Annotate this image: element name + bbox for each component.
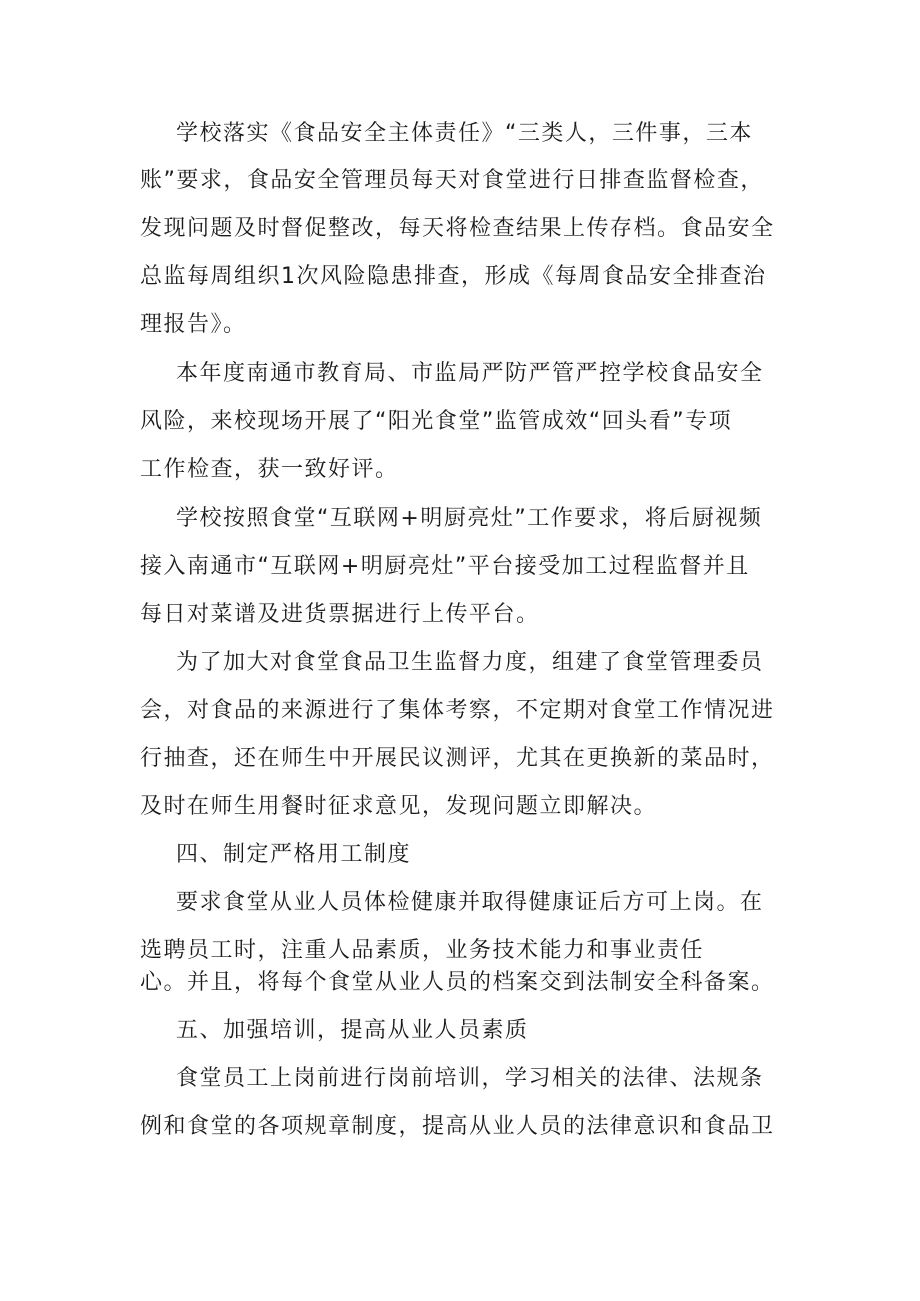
section-heading-5: 五、加强培训，提高从业人员素质 <box>176 1018 529 1043</box>
paragraph-5-line-2: 选聘员工时，注重人品素质，业务技术能力和事业责任 <box>140 938 705 963</box>
paragraph-4-line-3: 行抽查，还在师生中开展民议测评，尤其在更换新的菜品时， <box>140 746 775 771</box>
paragraph-5-line-1: 要求食堂从业人员体检健康并取得健康证后方可上岗。在 <box>176 890 764 915</box>
paragraph-1-line-4: 总监每周组织1次风险隐患排查，形成《每周食品安全排查治 <box>140 264 767 289</box>
paragraph-4-line-2: 会，对食品的来源进行了集体考察，不定期对食堂工作情况进 <box>140 698 775 723</box>
paragraph-2-line-3: 工作检查，获一致好评。 <box>140 457 399 482</box>
paragraph-1-line-1: 学校落实《食品安全主体责任》“三类人，三件事，三本 <box>176 121 753 146</box>
paragraph-6-line-1: 食堂员工上岗前进行岗前培训，学习相关的法律、法规条 <box>176 1066 764 1091</box>
section-heading-4: 四、制定严格用工制度 <box>176 842 412 867</box>
paragraph-1-line-3: 发现问题及时督促整改，每天将检查结果上传存档。食品安全 <box>140 216 775 241</box>
paragraph-2-line-1: 本年度南通市教育局、市监局严防严管严控学校食品安全 <box>176 361 764 386</box>
paragraph-3-line-3: 每日对菜谱及进货票据进行上传平台。 <box>140 602 540 627</box>
paragraph-1-line-2: 账”要求，食品安全管理员每天对食堂进行日排查监督检查， <box>140 168 764 193</box>
paragraph-3-line-1: 学校按照食堂“互联网+明厨亮灶”工作要求，将后厨视频 <box>176 506 763 531</box>
paragraph-5-line-3: 心。并且，将每个食堂从业人员的档案交到法制安全科备案。 <box>140 970 775 995</box>
paragraph-4-line-4: 及时在师生用餐时征求意见，发现问题立即解决。 <box>140 794 658 819</box>
paragraph-6-line-2: 例和食堂的各项规章制度，提高从业人员的法律意识和食品卫 <box>140 1114 775 1139</box>
paragraph-2-line-2: 风险，来校现场开展了“阳光食堂”监管成效“回头看”专项 <box>140 409 733 434</box>
paragraph-3-line-2: 接入南通市“互联网+明厨亮灶”平台接受加工过程监督并且 <box>140 554 750 579</box>
paragraph-1-line-5: 理报告》。 <box>140 312 247 337</box>
paragraph-4-line-1: 为了加大对食堂食品卫生监督力度，组建了食堂管理委员 <box>176 650 764 675</box>
